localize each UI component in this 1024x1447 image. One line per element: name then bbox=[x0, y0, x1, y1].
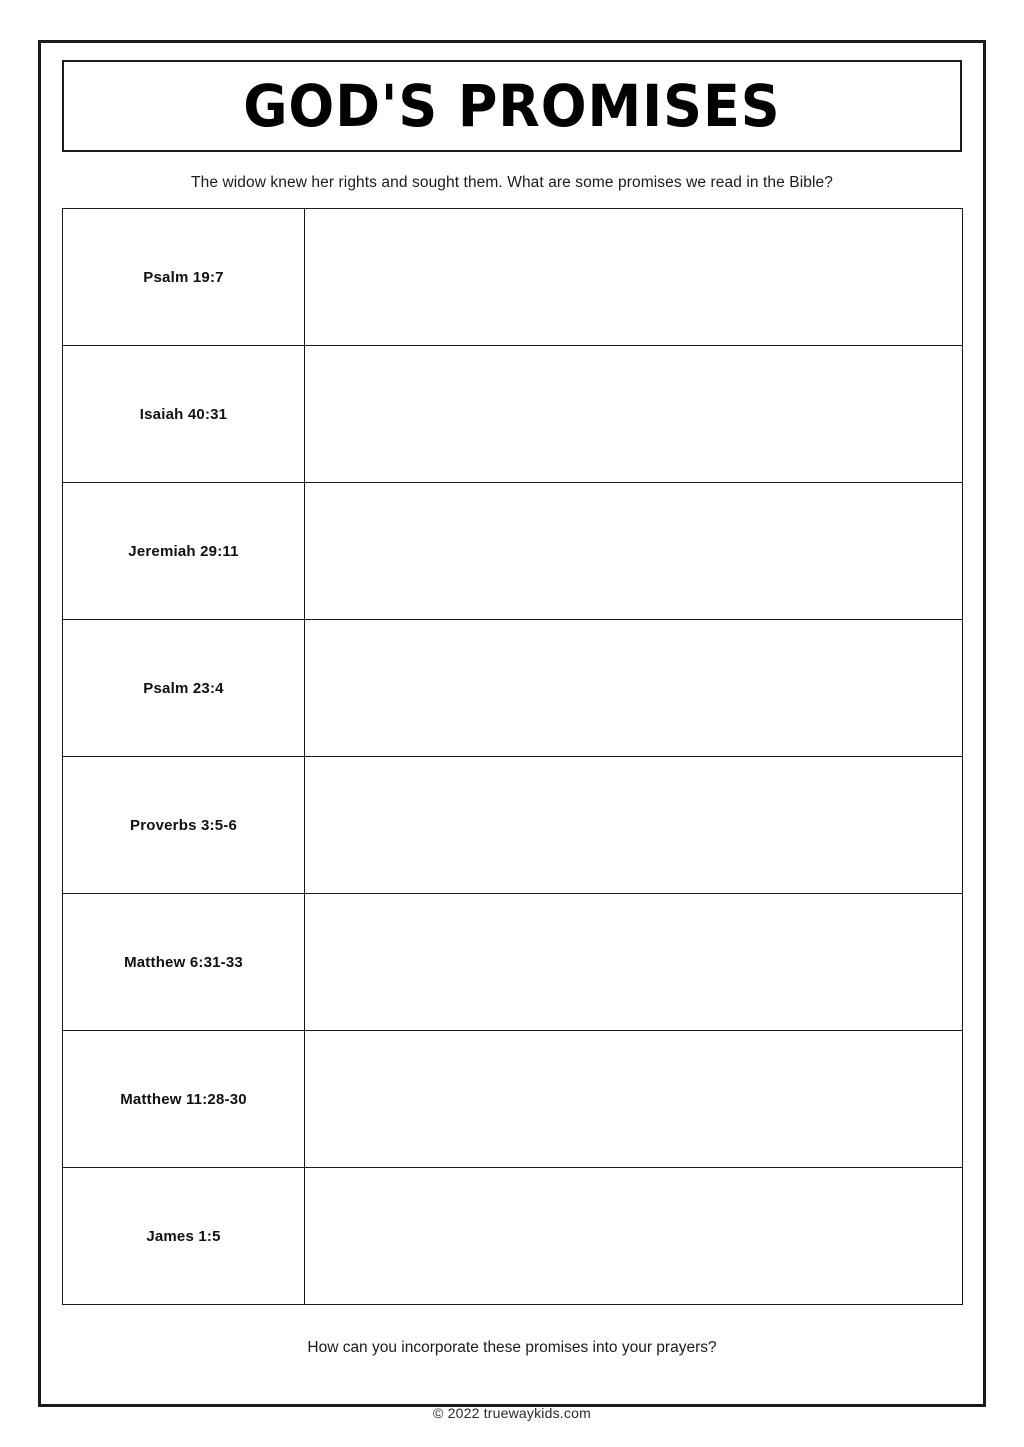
verse-reference: Jeremiah 29:11 bbox=[63, 483, 305, 620]
title-box bbox=[62, 60, 962, 152]
answer-area[interactable] bbox=[305, 1168, 963, 1305]
answer-area[interactable] bbox=[305, 894, 963, 1031]
verse-reference: Matthew 11:28-30 bbox=[63, 1031, 305, 1168]
answer-area[interactable] bbox=[305, 346, 963, 483]
answer-area[interactable] bbox=[305, 483, 963, 620]
copyright-text: © 2022 truewaykids.com bbox=[433, 1405, 591, 1421]
table-row bbox=[63, 757, 963, 894]
table-row bbox=[63, 1031, 963, 1168]
table-row bbox=[63, 346, 963, 483]
page-title: GOD'S PROMISES bbox=[243, 72, 781, 140]
verse-reference: James 1:5 bbox=[63, 1168, 305, 1305]
worksheet-content bbox=[62, 60, 962, 1390]
answer-area[interactable] bbox=[305, 620, 963, 757]
table-row bbox=[63, 620, 963, 757]
table-row bbox=[63, 209, 963, 346]
verse-reference: Proverbs 3:5-6 bbox=[63, 757, 305, 894]
footer-question: How can you incorporate these promises into your prayers? bbox=[307, 1339, 717, 1356]
table-row bbox=[63, 894, 963, 1031]
verse-table bbox=[62, 208, 963, 1305]
table-row bbox=[63, 483, 963, 620]
verse-reference: Isaiah 40:31 bbox=[63, 346, 305, 483]
answer-area[interactable] bbox=[305, 757, 963, 894]
answer-area[interactable] bbox=[305, 1031, 963, 1168]
verse-reference: Psalm 23:4 bbox=[63, 620, 305, 757]
verse-reference: Psalm 19:7 bbox=[63, 209, 305, 346]
answer-area[interactable] bbox=[305, 209, 963, 346]
verse-reference: Matthew 6:31-33 bbox=[63, 894, 305, 1031]
table-row bbox=[63, 1168, 963, 1305]
intro-text: The widow knew her rights and sought them. What are some promises we read in the Bible? bbox=[191, 174, 833, 191]
